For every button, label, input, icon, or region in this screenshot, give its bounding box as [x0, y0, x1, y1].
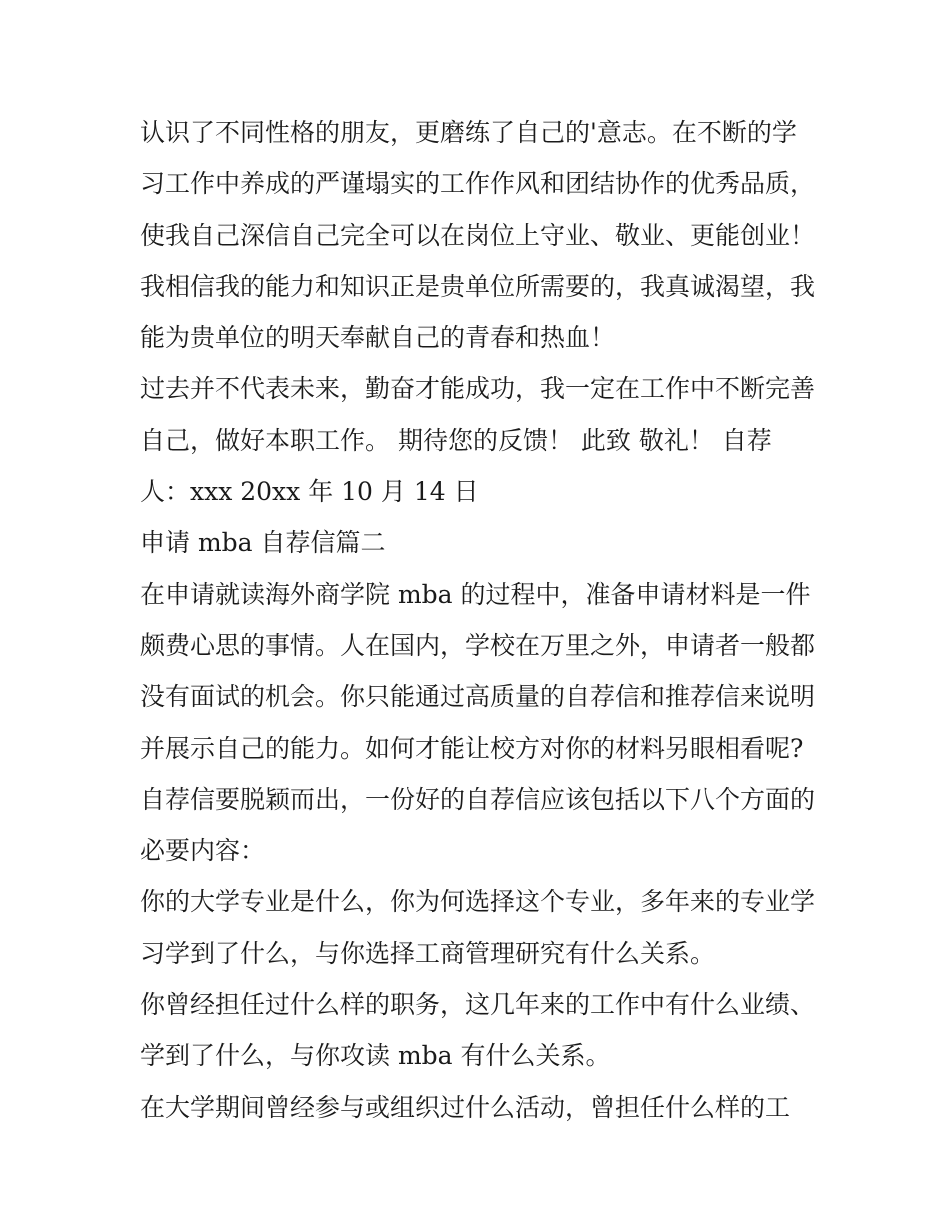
section-heading: 申请 mba 自荐信篇二 — [140, 528, 386, 558]
text-line: 你曾经担任过什么样的职务，这几年来的工作中有什么业绩、 — [140, 990, 816, 1020]
text-line: 自己，做好本职工作。 期待您的反馈！ 此致 敬礼！ 自荐 — [140, 425, 772, 455]
text-line: 在申请就读海外商学院 mba 的过程中，准备申请材料是一件 — [140, 579, 811, 609]
text-line: 我相信我的能力和知识正是贵单位所需要的，我真诚渴望，我 — [140, 271, 816, 301]
text-line: 过去并不代表未来，勤奋才能成功，我一定在工作中不断完善 — [140, 374, 816, 404]
text-line: 颇费心思的事情。人在国内，学校在万里之外，申请者一般都 — [140, 630, 816, 660]
text-line: 自荐信要脱颖而出，一份好的自荐信应该包括以下八个方面的 — [140, 784, 816, 814]
text-line: 认识了不同性格的朋友，更磨练了自己的'意志。在不断的学 — [140, 118, 797, 147]
text-line: 能为贵单位的明天奉献自己的青春和热血！ — [140, 323, 616, 353]
text-line: 在大学期间曾经参与或组织过什么活动，曾担任什么样的工 — [140, 1092, 791, 1122]
text-line: 学到了什么，与你攻读 mba 有什么关系。 — [140, 1041, 611, 1071]
text-line: 并展示自己的能力。如何才能让校方对你的材料另眼相看呢? — [140, 733, 804, 763]
text-line: 必要内容： — [140, 836, 266, 866]
text-line: 没有面试的机会。你只能通过高质量的自荐信和推荐信来说明 — [140, 682, 816, 712]
text-line: 习工作中养成的严谨塌实的工作作风和团结协作的优秀品质， — [140, 169, 816, 199]
text-line: 使我自己深信自己完全可以在岗位上守业、敬业、更能创业！ — [140, 220, 816, 250]
text-line: 你的大学专业是什么，你为何选择这个专业，多年来的专业学 — [140, 887, 816, 917]
document-body — [140, 107, 830, 1133]
text-line: 习学到了什么，与你选择工商管理研究有什么关系。 — [140, 938, 716, 968]
signature-line: 人：xxx 20xx 年 10 月 14 日 — [140, 477, 479, 507]
